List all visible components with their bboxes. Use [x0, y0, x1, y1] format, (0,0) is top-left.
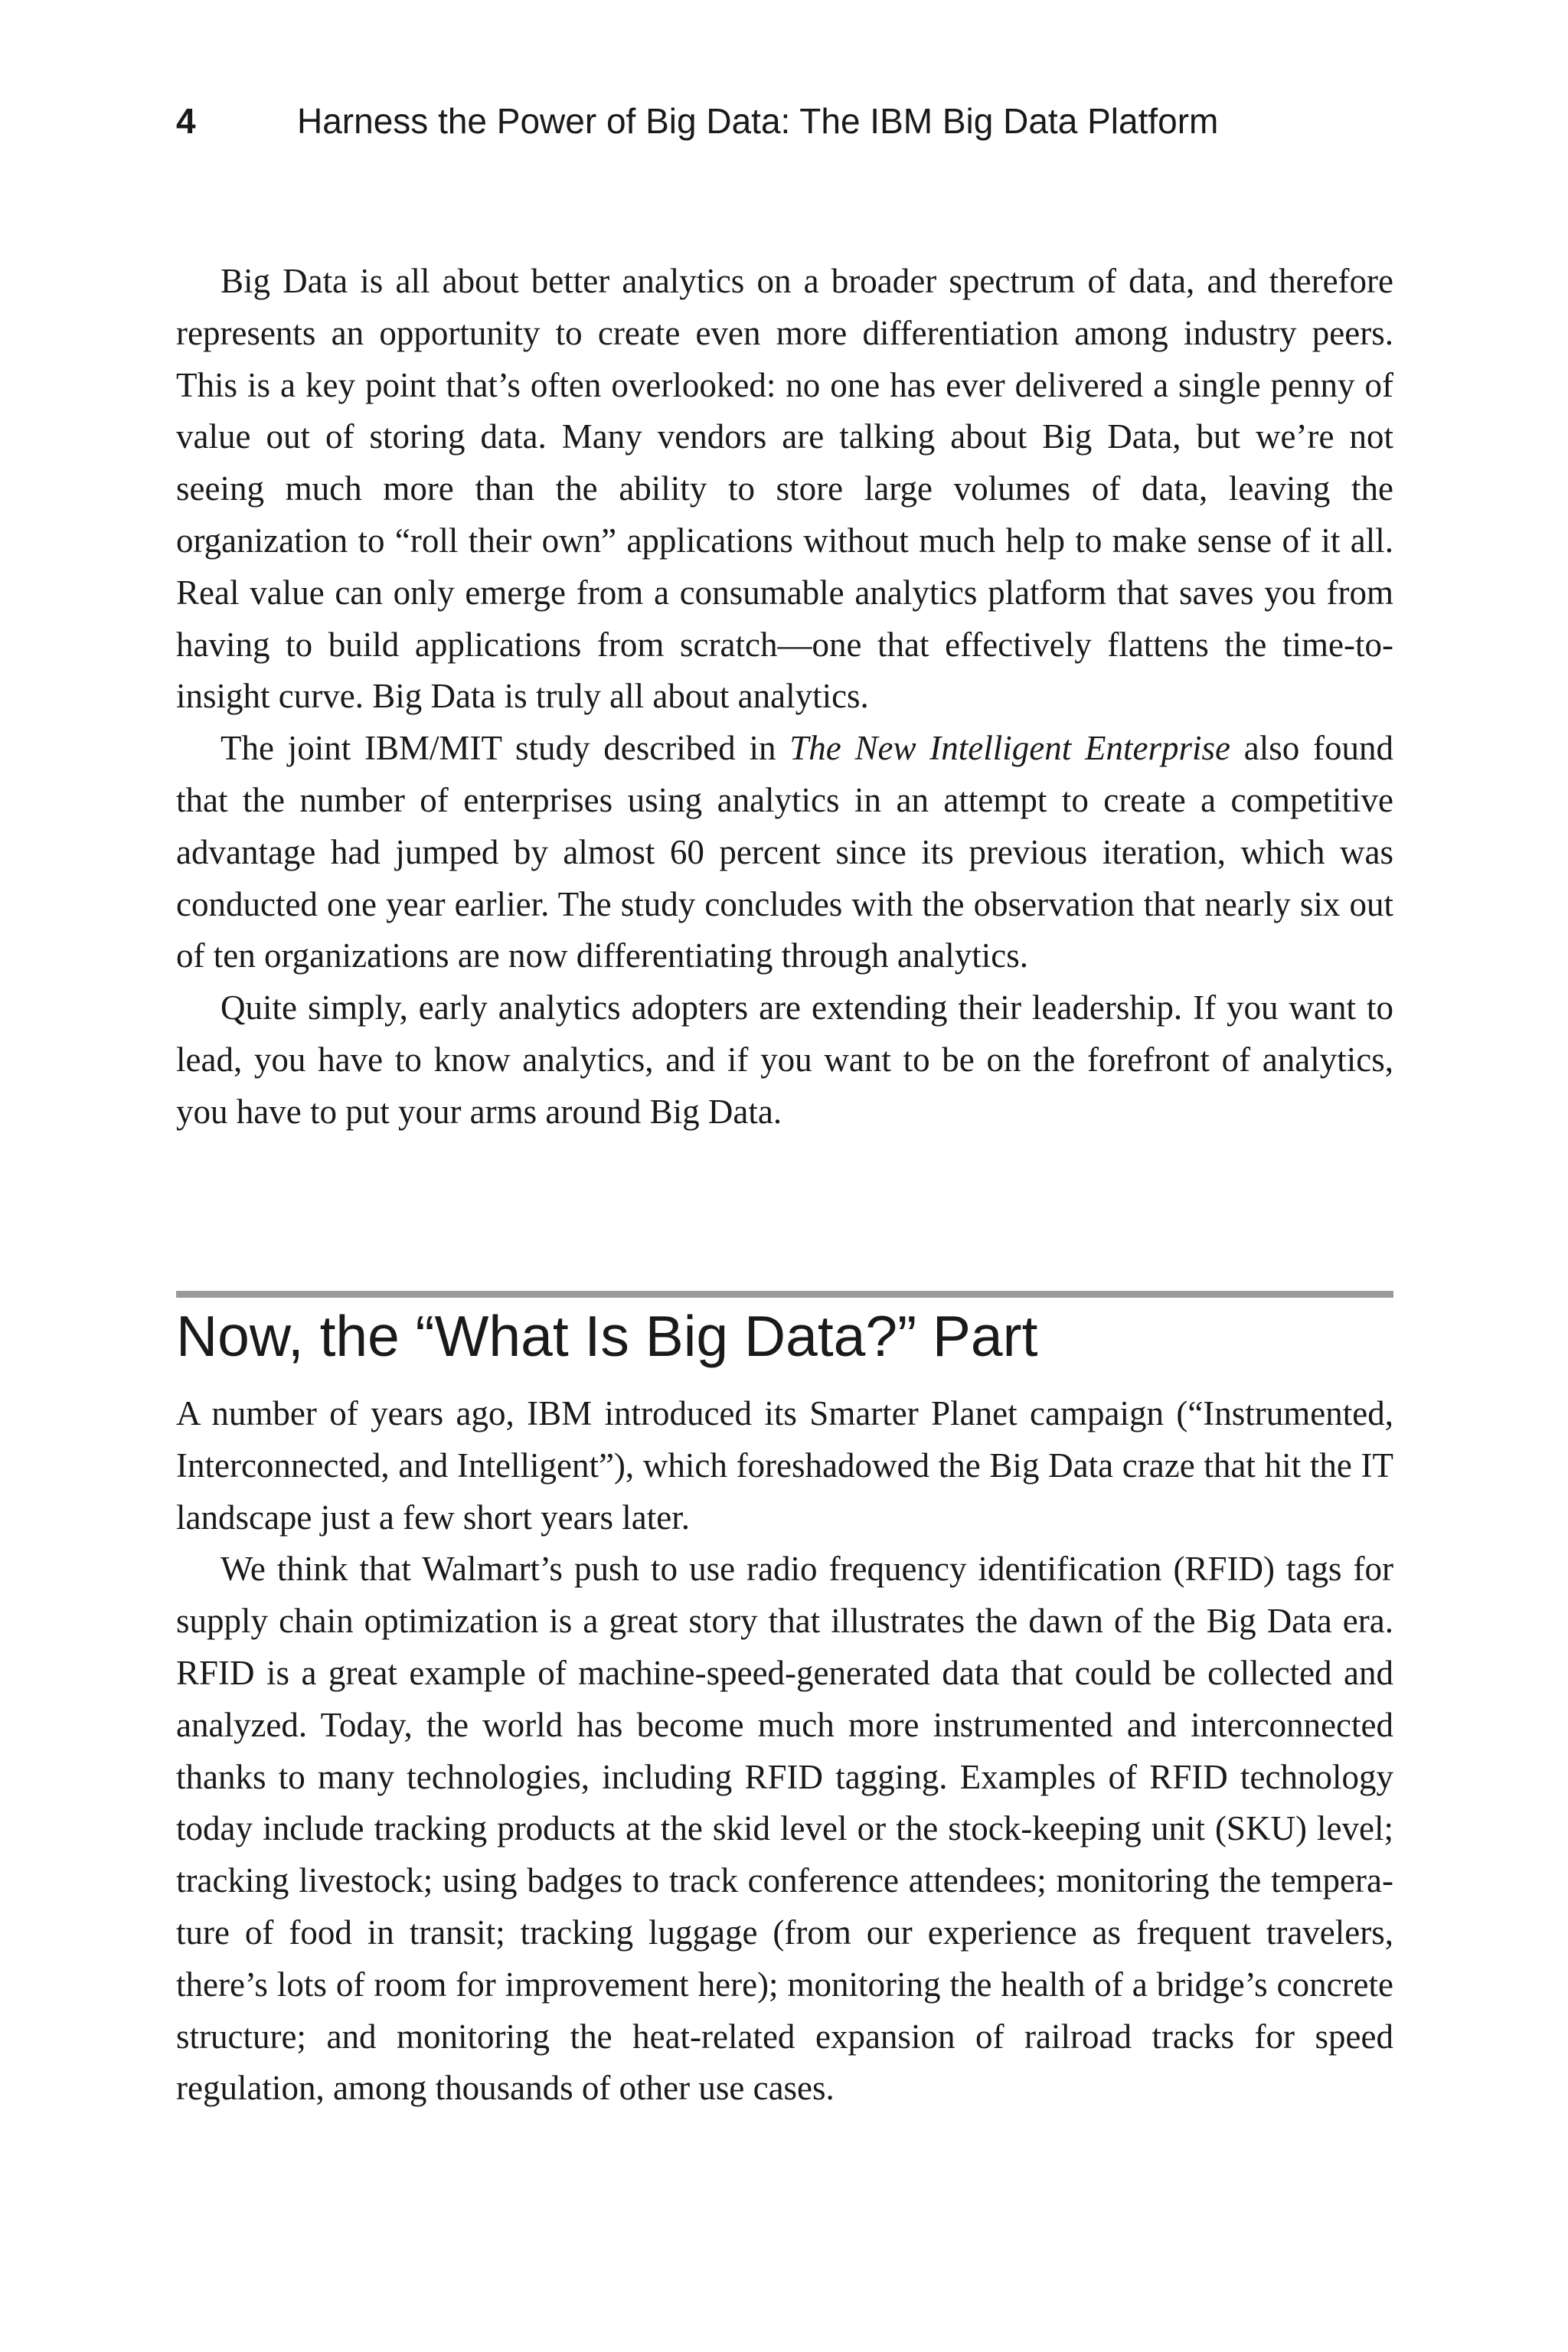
body-text-block	[176, 256, 1393, 1138]
paragraph-text: The joint IBM/MIT study described in	[220, 729, 790, 768]
paragraph	[176, 723, 1393, 982]
section-rule	[176, 1291, 1393, 1298]
paragraph-text: also found that the number of enterprises using analytics in an attempt to create a competitive advantage had jumped by almost 60 percent since its previous iteration, which was conducted one year earlier. The study concludes with the observation that nearly six out of ten organizations are now differentiating through analytics.	[176, 729, 1394, 975]
paragraph: We think that Walmart’s push to use radio frequency identification (RFID) tags for supply chain optimization is a great story that illustrates the dawn of the Big Data era. RFID is a great example of machine-speed-generated data that could be collected and analyzed. Today, the world has become much more instrumented and interconnected thanks to many technologies, including RFID tagging. Examples of RFID technology today include tracking products at the skid level or the stock-keeping unit (SKU) level; tracking livestock; using badges to track conference attendees; monitoring the temperature of food in transit; tracking luggage (from our experience as frequent travelers, there’s lots of room for improvement here); monitoring the health of a bridge’s concrete structure; and monitoring the heat-related expansion of railroad tracks for speed regulation, among thousands of other use cases.	[176, 1550, 1393, 2108]
running-head-title: Harness the Power of Big Data: The IBM Big Data Platform	[297, 101, 1219, 141]
paragraph: Big Data is all about better analytics on a broader spectrum of data, and therefore represents an opportunity to create even more differentiation among industry peers. This is a key point that’s often overlooked: no one has ever delivered a single penny of value out of storing data. Many vendors are talking about Big Data, but we’re not seeing much more than the ability to store large volumes of data, leaving the organization to “roll their own” applications without much help to make sense of it all. Real value can only emerge from a consumable analytics platform that saves you from having to build applications from scratch—one that effectively flattens the time-to-insight curve. Big Data is truly all about analytics.	[176, 262, 1393, 716]
section-body-text	[176, 1388, 1393, 2115]
book-title-italic: The New Intelligent Enterprise	[789, 729, 1230, 768]
page-number: 4	[176, 101, 196, 141]
paragraph: Quite simply, early analytics adopters are extending their leadership. If you want to lead, you have to know analytics, and if you want to be on the forefront of analytics, you have to put your arms around Big Data.	[176, 988, 1393, 1131]
section-heading: Now, the “What Is Big Data?” Part	[176, 1304, 1038, 1368]
paragraph: A number of years ago, IBM introduced its Smarter Planet campaign (“Instrumented, Interconnected, and Intelligent”), which foreshadowed the Big Data craze that hit the IT landscape just a few short years later.	[176, 1394, 1393, 1537]
running-head	[176, 98, 1401, 144]
